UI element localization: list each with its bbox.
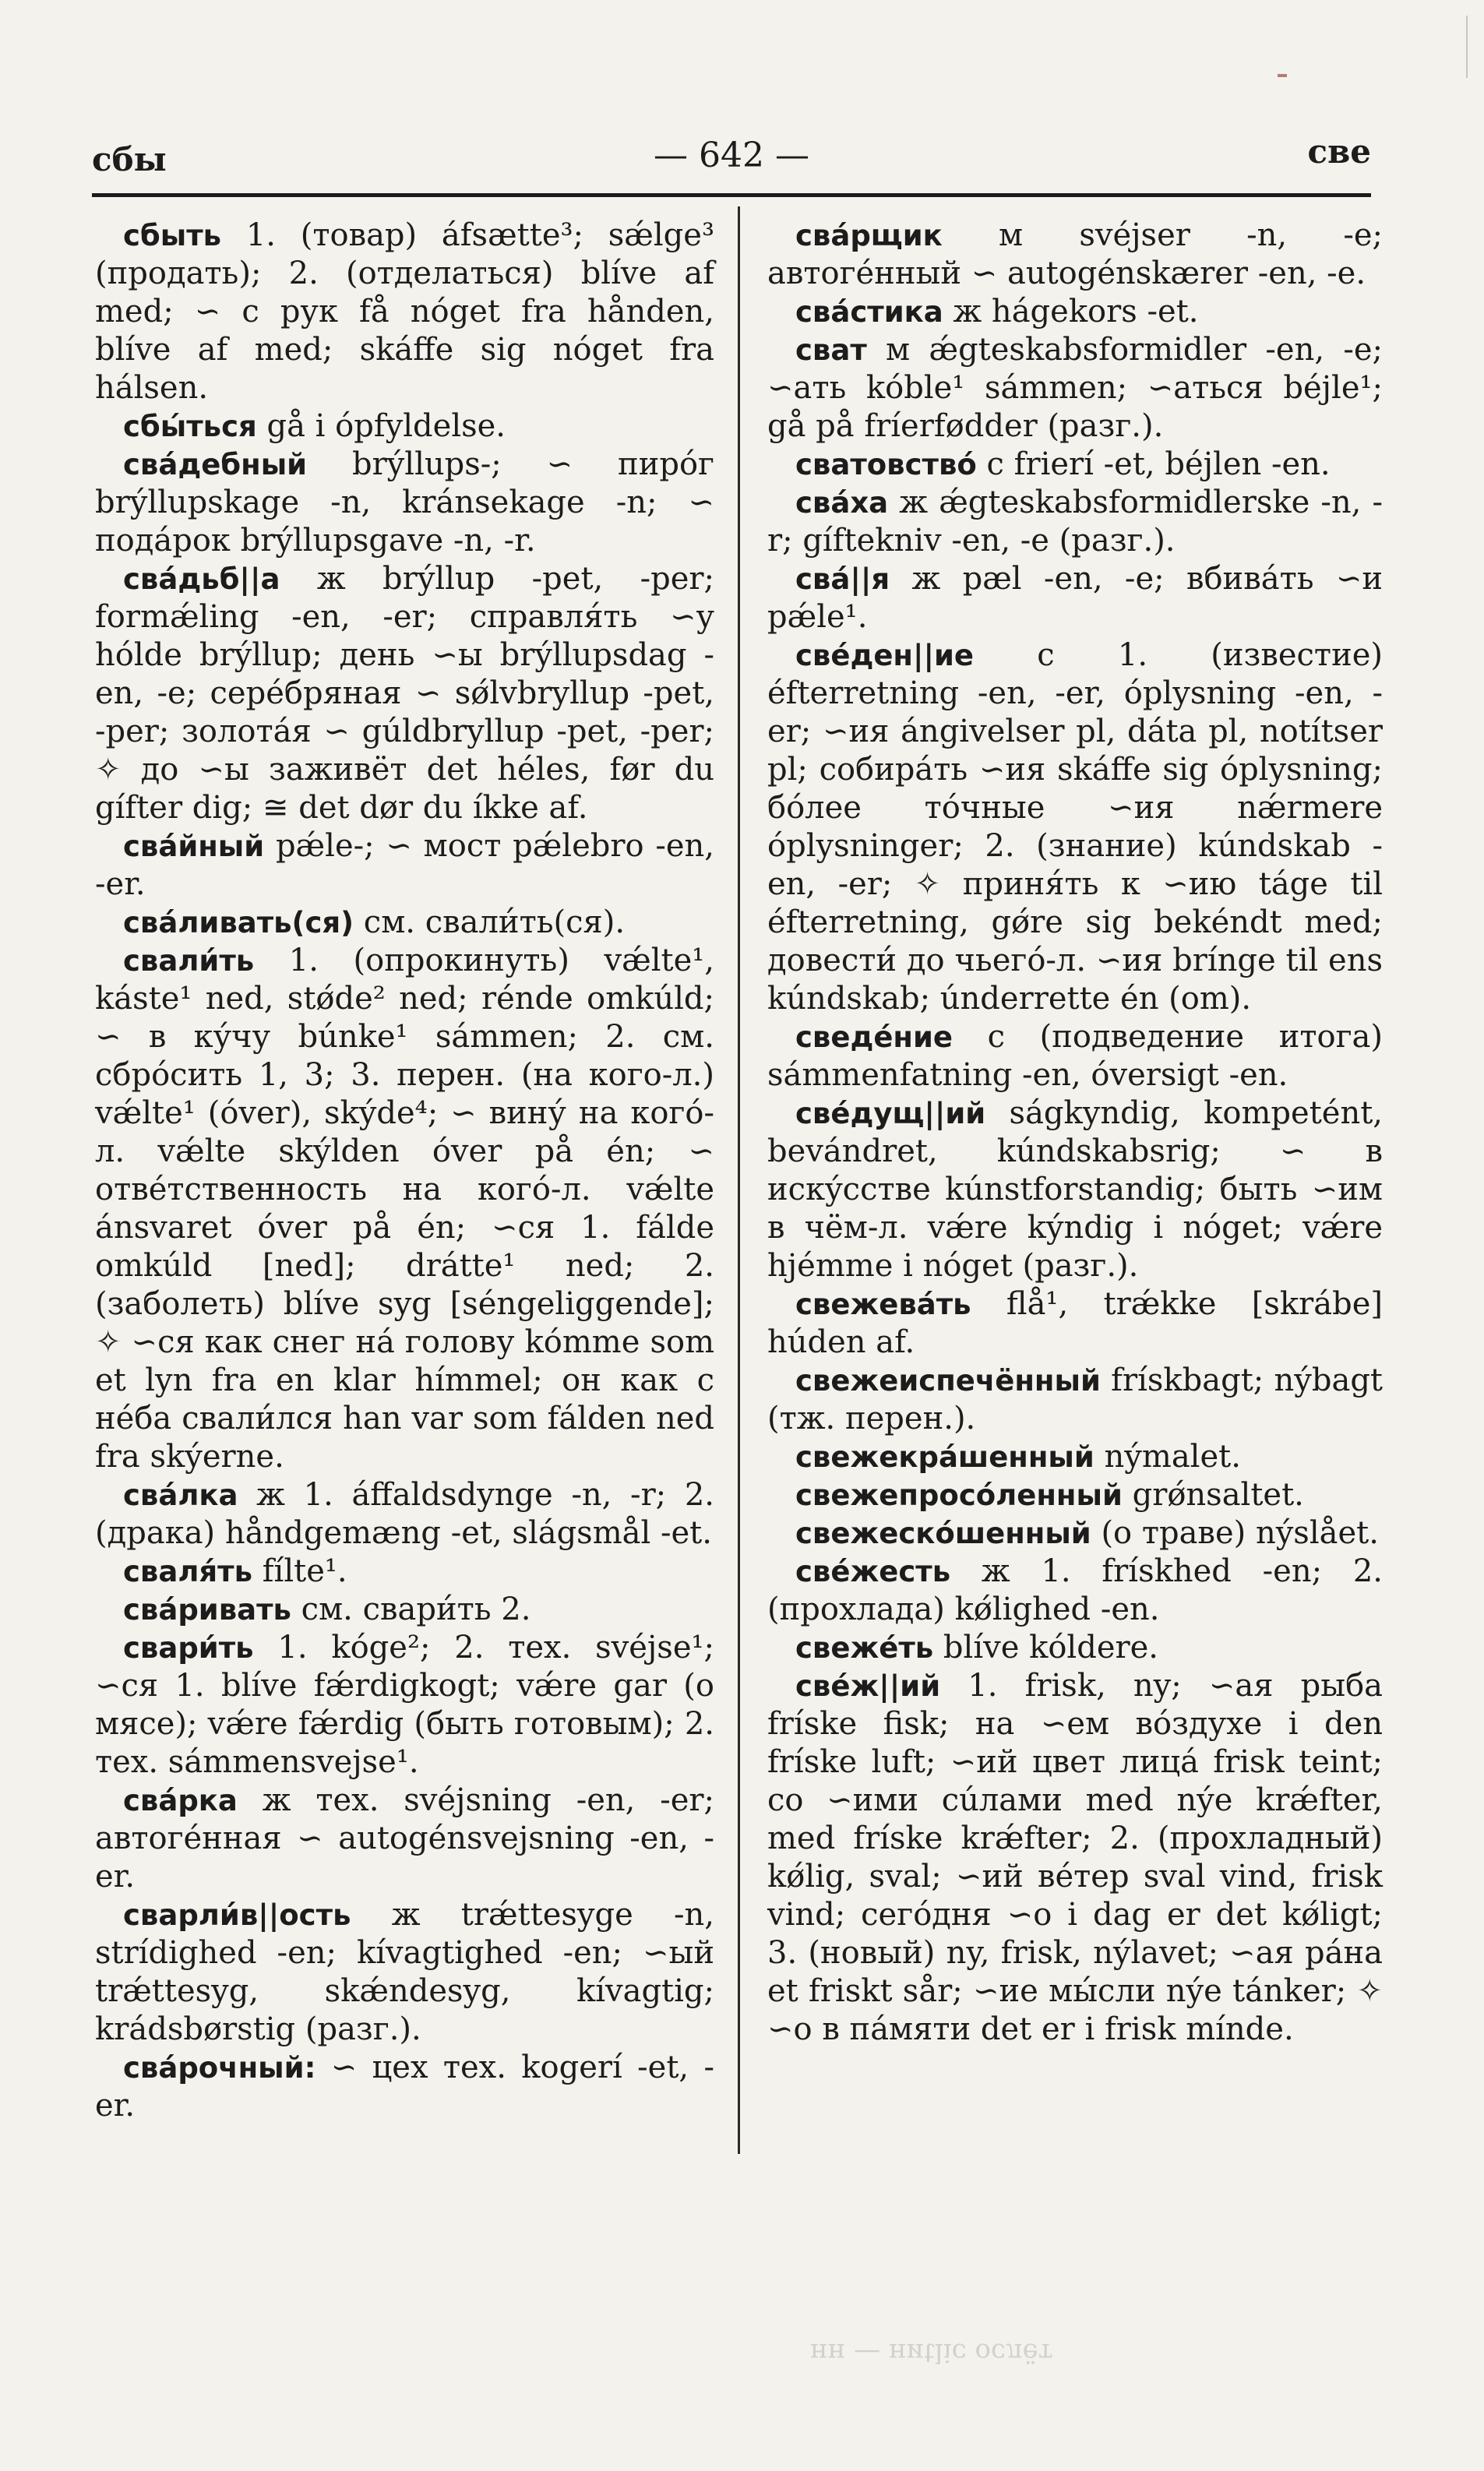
dictionary-entry (767, 484, 1383, 560)
dictionary-entry (767, 636, 1383, 1018)
entry-headword: сварли́в||ость (123, 1898, 351, 1932)
entry-headword: сватовство́ (795, 448, 977, 481)
entry-headword: сва́||я (795, 562, 890, 596)
entry-definition: см. свари́ть 2. (291, 1592, 531, 1627)
dictionary-entry (767, 446, 1383, 484)
dictionary-entry (767, 1018, 1383, 1095)
dictionary-entry (95, 904, 714, 942)
header-right-guide-word: све (1307, 132, 1371, 171)
header-left-guide-word: сбы (92, 140, 167, 178)
dictionary-entry (95, 1553, 714, 1591)
entry-definition: gå i ópfyldelse. (256, 408, 506, 444)
entry-headword: свали́ть (123, 944, 255, 978)
dictionary-entry (95, 560, 714, 827)
entry-headword: сбыть (123, 219, 222, 252)
entry-headword: сва́ха (795, 486, 889, 520)
dictionary-entry (95, 1629, 714, 1782)
entry-headword: сва́дебный (123, 448, 308, 481)
entry-definition: 1. frisk, ny; ∽ая рыба fríske fisk; на ∽ем вóздухе i den fríske luft; ∽ий цвет лицá frisk teint; со ∽ими сúлами med nýe krǽfter, med fríske krǽfter; 2. (прохладный) kǿlig, sval; ∽ий вéтер sval vind, frisk vind; сегóдня ∽о i dag er det kǿligt; 3. (новый) ny, frisk, nýlavet; ∽ая рáна et friskt sår; ∽ие мы́сли nýe tánker; ✧ ∽о в пáмяти det er i frisk mínde. (767, 1668, 1383, 2047)
entry-headword: свéден||ие (795, 639, 975, 672)
entry-headword: свежекрáшенный (795, 1440, 1094, 1474)
dictionary-entry (95, 2049, 714, 2125)
entry-definition: ж trǽttesyge -n, strídighed -en; kívagtighed -en; ∽ый trǽttesyg, skǽndesyg, kívagtig; krádsbørstig (разг.). (95, 1897, 714, 2047)
entry-headword: свежепросóленный (795, 1479, 1123, 1512)
entry-headword: свари́ть (123, 1631, 254, 1665)
entry-headword: сва́ливать(ся) (123, 906, 354, 939)
dictionary-entry (767, 1553, 1383, 1629)
entry-definition: ж pæl -en, -e; вбивáть ∽и pǽle¹. (767, 561, 1383, 635)
dictionary-entry (767, 1438, 1383, 1476)
entry-definition: ж тех. svéjsning -en, -er; автогéнная ∽ autogénsvejsning -en, -er. (95, 1782, 714, 1895)
page-number: — 642 — (654, 136, 809, 175)
dictionary-entry (767, 1362, 1383, 1438)
dictionary-entry (95, 1476, 714, 1553)
entry-headword: сва́йный (123, 830, 265, 863)
dictionary-entry (767, 1514, 1383, 1553)
scan-speck (1278, 74, 1287, 77)
entry-definition: ж brýllup -pet, -per; formǽling -en, -er; справля́ть ∽у hólde brýllup; день ∽ы brýllupsdag -en, -e; серéбряная ∽ sǿlvbryllup -pet, -per; золотáя ∽ gúldbryllup -pet, -per; ✧ до ∽ы заживёт det héles, før du gífter dig; ≅ det dør du íkke af. (95, 561, 714, 826)
entry-definition: см. свали́ть(ся). (354, 904, 626, 940)
entry-headword: свежескóшенный (795, 1517, 1091, 1550)
entry-definition: brýllups-; ∽ пиро́г brýllupskage -n, kránsekage -n; ∽ пода́рок brýllupsgave -n, -r. (95, 446, 714, 559)
entry-definition: ж ǽgteskabsformidlerske -n, -r; gíftekniv -en, -e (разг.). (767, 485, 1383, 559)
entry-headword: сва́рочный: (123, 2051, 316, 2085)
entry-definition: 1. (товар) áfsætte³; sǽlge³ (продать); 2. (отделаться) blíve af med; ∽ с рук få nóget fra hånden, blíve af med; skáffe sig nóget fra hálsen. (95, 217, 714, 406)
dictionary-entry (95, 1782, 714, 1896)
dictionary-entry (767, 331, 1383, 446)
entry-definition: с (подведение итога) sámmenfatning -en, óversigt -en. (767, 1019, 1383, 1093)
entry-headword: сва́лка (123, 1479, 238, 1512)
entry-headword: сваля́ть (123, 1555, 253, 1588)
entry-headword: сва́рщик (795, 219, 943, 252)
entry-definition: pǽle-; ∽ мост pǽlebro -en, -er. (95, 828, 714, 902)
entry-definition: ∽ цех тех. kogerí -et, -er. (95, 2050, 714, 2124)
entry-headword: сва́стика (795, 295, 943, 329)
dictionary-entry (95, 942, 714, 1476)
header-rule (92, 193, 1371, 197)
column-divider (738, 206, 740, 2154)
entry-headword: свéжесть (795, 1555, 951, 1588)
dictionary-entry (767, 1629, 1383, 1667)
page-header (92, 131, 1371, 193)
entry-headword: сбы́ться (123, 410, 257, 443)
dictionary-entry (767, 293, 1383, 331)
scan-edge-line (1466, 16, 1468, 78)
entry-definition: 1. kóge²; 2. тех. svéjse¹; ∽ся 1. blíve fǽrdigkogt; vǽre gar (о мясе); vǽre fǽrdig (быть готовым); 2. тех. sámmensvejse¹. (95, 1630, 714, 1780)
entry-definition: ságkyndig, kompetént, bevándret, kúndskabsrig; ∽ в искýсстве kúnstforstandig; быть ∽им в чём-л. vǽre kýndig i nóget; vǽre hjémme i nóget (разг.). (767, 1095, 1383, 1284)
entry-headword: свежеиспечённый (795, 1364, 1101, 1398)
entry-headword: свéдущ||ий (795, 1097, 986, 1130)
entry-definition: (о траве) nýslået. (1091, 1515, 1379, 1551)
entry-headword: свéж||ий (795, 1669, 941, 1703)
dictionary-entry (767, 560, 1383, 636)
left-column (95, 217, 714, 2125)
entry-headword: свежéть (795, 1631, 934, 1665)
dictionary-entry (767, 1095, 1383, 1285)
dictionary-entry (95, 217, 714, 407)
entry-headword: свежевáть (795, 1288, 971, 1321)
entry-definition: с frierí -et, béjlen -en. (976, 446, 1331, 482)
entry-headword: сва́ривать (123, 1593, 291, 1627)
entry-definition: с 1. (известие) éfterretning -en, -er, óplysning -en, -er; ∽ия ángivelser pl, dáta pl, notítser pl; собирáть ∽ия skáffe sig óplysning; бóлее тóчные ∽ия nǽrmere óplysninger; 2. (знание) kúndskab -en, -er; ✧ приня́ть к ∽ию táge til éfterretning, gǿre sig bekéndt med; довести́ до чьегó-л. ∽ия brínge til ens kúndskab; únderrette én (om). (767, 637, 1383, 1017)
entry-headword: сведéние (795, 1020, 953, 1054)
dictionary-entry (95, 1591, 714, 1629)
dictionary-entry (95, 827, 714, 904)
dictionary-entry (767, 1285, 1383, 1362)
entry-headword: сва́рка (123, 1784, 238, 1817)
dictionary-entry (767, 1667, 1383, 2049)
entry-definition: ж 1. frískhed -en; 2. (прохлада) kǿlighed -en. (767, 1553, 1383, 1627)
dictionary-entry (95, 407, 714, 446)
entry-headword: сва́дьб||а (123, 562, 280, 596)
entry-definition: grǿnsaltet. (1122, 1477, 1304, 1513)
entry-definition: flå¹, trǽkke [skrábe] húden af. (767, 1286, 1383, 1360)
right-column (767, 217, 1383, 2049)
entry-definition: blíve kóldere. (933, 1630, 1158, 1666)
dictionary-entry (95, 1896, 714, 2049)
entry-definition: frískbagt; nýbagt (тж. перен.). (767, 1362, 1383, 1436)
dictionary-entry (767, 217, 1383, 293)
entry-definition: 1. (опрокинуть) vǽlte¹, káste¹ ned, stǿde² ned; rénde omkúld; ∽ в ку́чу búnke¹ sámmen; 2. см. сбро́сить 1, 3; 3. перен. (на кого-л.) vǽlte¹ (óver), skýde⁴; ∽ вину́ на когó-л. vǽlte skýlden óver på én; ∽ отвéтственность на когó-л. vǽlte ánsvaret óver på én; ∽ся 1. fálde omkúld [ned]; drátte¹ ned; 2. (заболеть) blíve syg [séngeliggende]; ✧ ∽ся как снег нá голову kómme som et lyn fra en klar hímmel; он как с нéба свали́лся han var som fálden ned fra skýerne. (95, 943, 714, 1475)
entry-definition: fílte¹. (252, 1553, 347, 1589)
dictionary-entry (767, 1476, 1383, 1514)
bleed-through-text: нн — ниtliс ослёт (810, 2337, 1053, 2368)
dictionary-entry (95, 446, 714, 560)
entry-definition: м ǽgteskabsformidler -en, -e; ∽ать kóble¹ sámmen; ∽аться béjle¹; gå på fríerfødder (разг.). (767, 332, 1383, 444)
entry-definition: ж 1. áffaldsdynge -n, -r; 2. (драка) håndgemæng -et, slágsmål -et. (95, 1477, 714, 1551)
entry-definition: м svéjser -n, -e; автогéнный ∽ autogénskærer -en, -e. (767, 217, 1383, 291)
entry-headword: сват (795, 333, 867, 367)
entry-definition: nýmalet. (1094, 1439, 1241, 1475)
entry-definition: ж hágekors -et. (943, 294, 1199, 330)
